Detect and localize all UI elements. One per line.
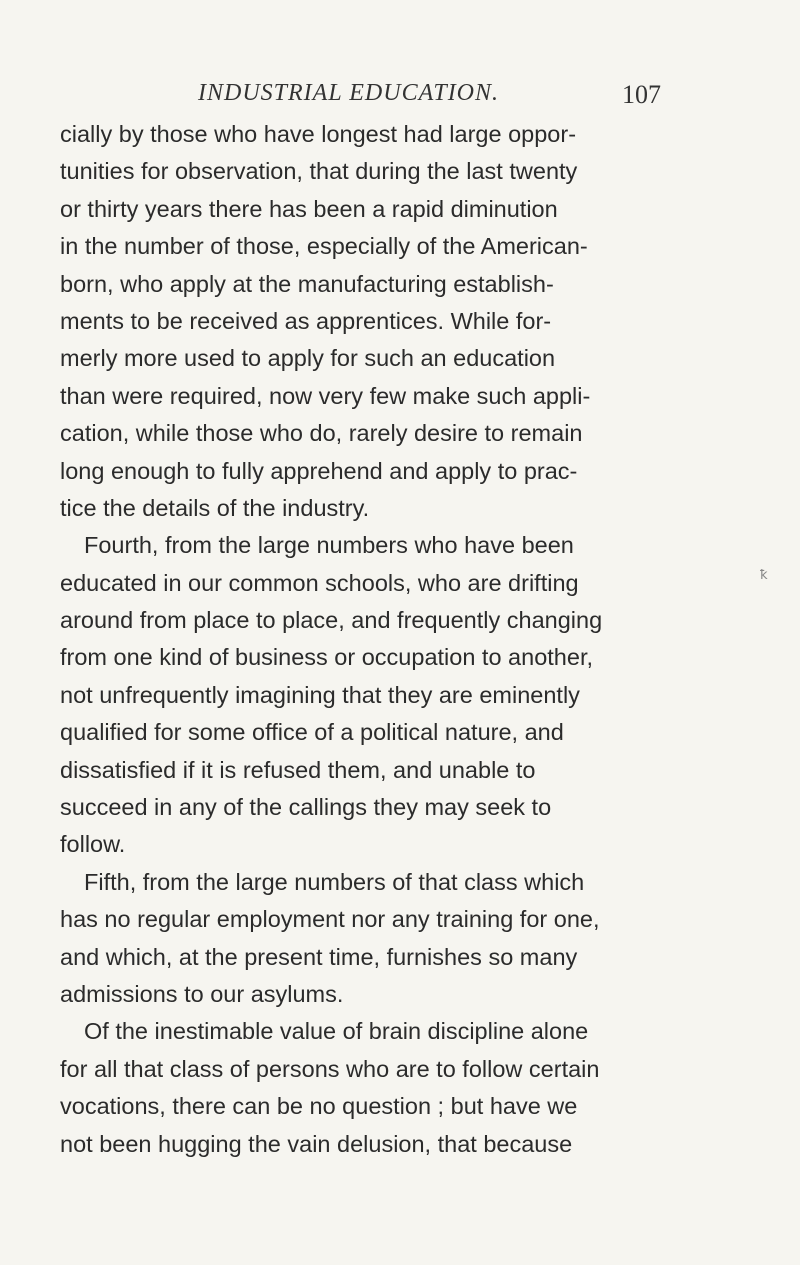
margin-mark: ꝁ <box>760 568 768 583</box>
paragraph-start-line: Fourth, from the large numbers who have been <box>84 532 574 559</box>
text-line: cation, while those who do, rarely desire to remain <box>60 420 583 447</box>
text-line: for all that class of persons who are to follow certain <box>60 1055 600 1082</box>
text-line: from one kind of business or occupation to another, <box>60 644 593 671</box>
text-line: tice the details of the industry. <box>60 494 370 521</box>
text-line: or thirty years there has been a rapid diminution <box>60 195 558 222</box>
text-line: admissions to our asylums. <box>60 980 344 1007</box>
text-line: tunities for observation, that during the last twenty <box>60 158 578 185</box>
text-line: qualified for some office of a political nature, and <box>60 719 564 746</box>
text-line: cially by those who have longest had large oppor- <box>60 121 577 147</box>
running-title: INDUSTRIAL EDUCATION. <box>198 80 500 106</box>
text-line: long enough to fully apprehend and apply to prac- <box>60 457 578 484</box>
text-line: not been hugging the vain delusion, that because <box>60 1130 573 1157</box>
page-number: 107 <box>622 80 661 109</box>
text-line: dissatisfied if it is refused them, and unable to <box>60 756 536 783</box>
text-line: around from place to place, and frequently changing <box>60 607 603 634</box>
paragraph-start-line: Of the inestimable value of brain discipline alone <box>84 1018 589 1045</box>
text-line: ments to be received as apprentices. While for- <box>60 307 552 334</box>
text-line: than were required, now very few make such appli- <box>60 382 591 409</box>
text-line: succeed in any of the callings they may seek to <box>60 794 552 821</box>
text-line: follow. <box>60 831 126 858</box>
text-line: vocations, there can be no question ; but have we <box>60 1093 578 1120</box>
text-line: born, who apply at the manufacturing establish- <box>60 270 554 297</box>
text-line: and which, at the present time, furnishes so many <box>60 943 578 970</box>
text-line: in the number of those, especially of the American- <box>60 233 588 260</box>
text-line: not unfrequently imagining that they are eminently <box>60 681 580 708</box>
text-line: has no regular employment nor any training for one, <box>60 906 600 933</box>
text-line: educated in our common schools, who are drifting <box>60 569 579 596</box>
paragraph-start-line: Fifth, from the large numbers of that class which <box>84 868 585 895</box>
body-text <box>60 116 740 1163</box>
text-line: merly more used to apply for such an education <box>60 345 556 372</box>
